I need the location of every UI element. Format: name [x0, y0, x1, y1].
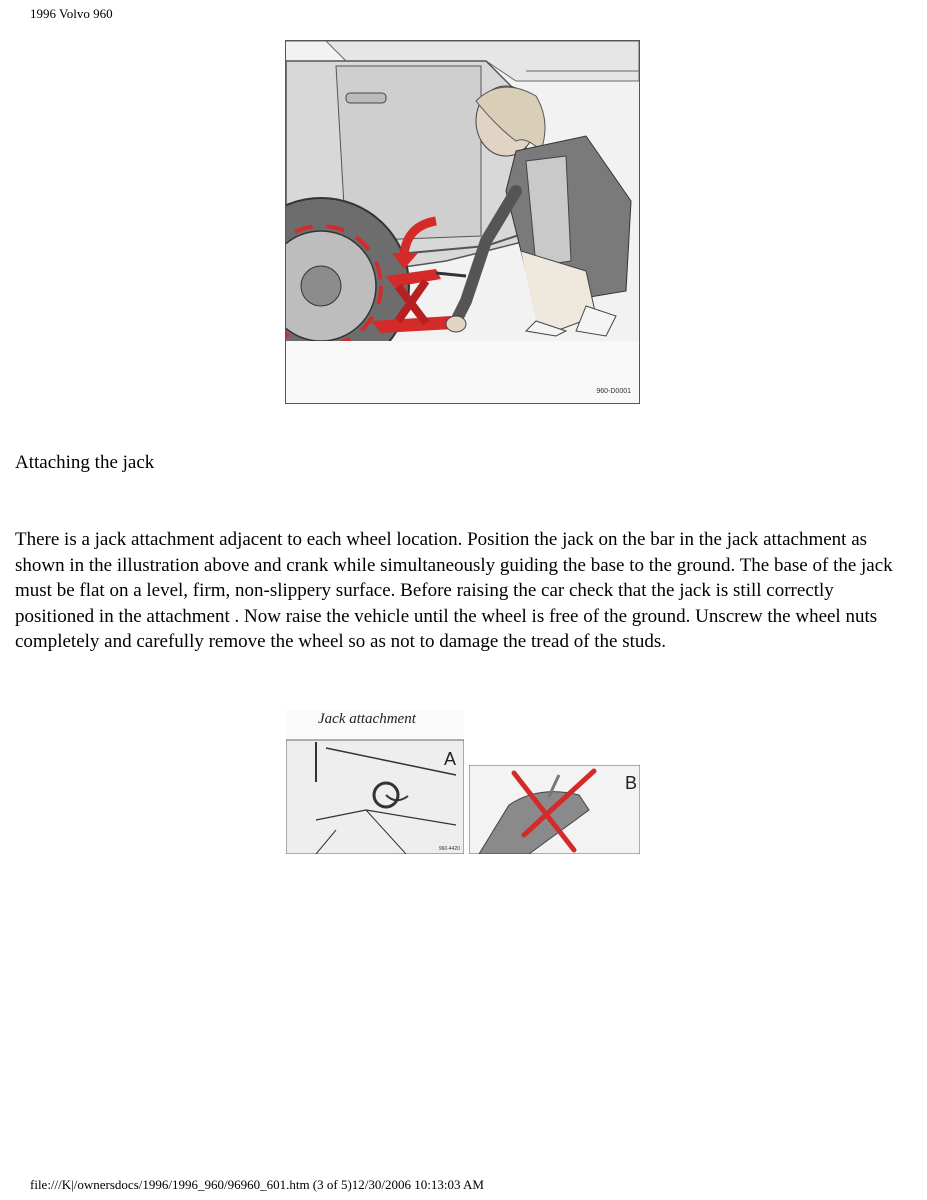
jack-placement-illustration	[285, 40, 640, 404]
figure-code: 960-D0001	[596, 388, 631, 395]
page-footer: file:///K|/ownersdocs/1996/1996_960/96960_601.htm (3 of 5)12/30/2006 10:13:03 AM	[30, 1177, 484, 1192]
section-heading: Attaching the jack	[15, 452, 155, 473]
page-header-title: 1996 Volvo 960	[30, 6, 113, 21]
body-paragraph: There is a jack attachment adjacent to each wheel location. Position the jack on the bar in the jack attachment as shown in the illustration above and crank while simultaneously guiding the base to the ground. The base of the jack must be flat on a level, firm, non-slippery surface. Before raising the car check that the jack is still correctly positioned in the attachment . Now raise the vehicle until the wheel is free of the ground. Unscrew the wheel nuts completely and carefully remove the wheel so as not to damage the tread of the studs.	[15, 529, 893, 652]
jack-attachment-illustration-b	[469, 765, 640, 854]
label-b: B	[624, 773, 637, 793]
jack-attachment-illustration-a	[286, 710, 464, 854]
jack-attachment-caption: Jack attachment	[318, 711, 416, 727]
label-a: A	[443, 749, 456, 769]
attachment-figure-code: 960-4420	[438, 846, 460, 852]
